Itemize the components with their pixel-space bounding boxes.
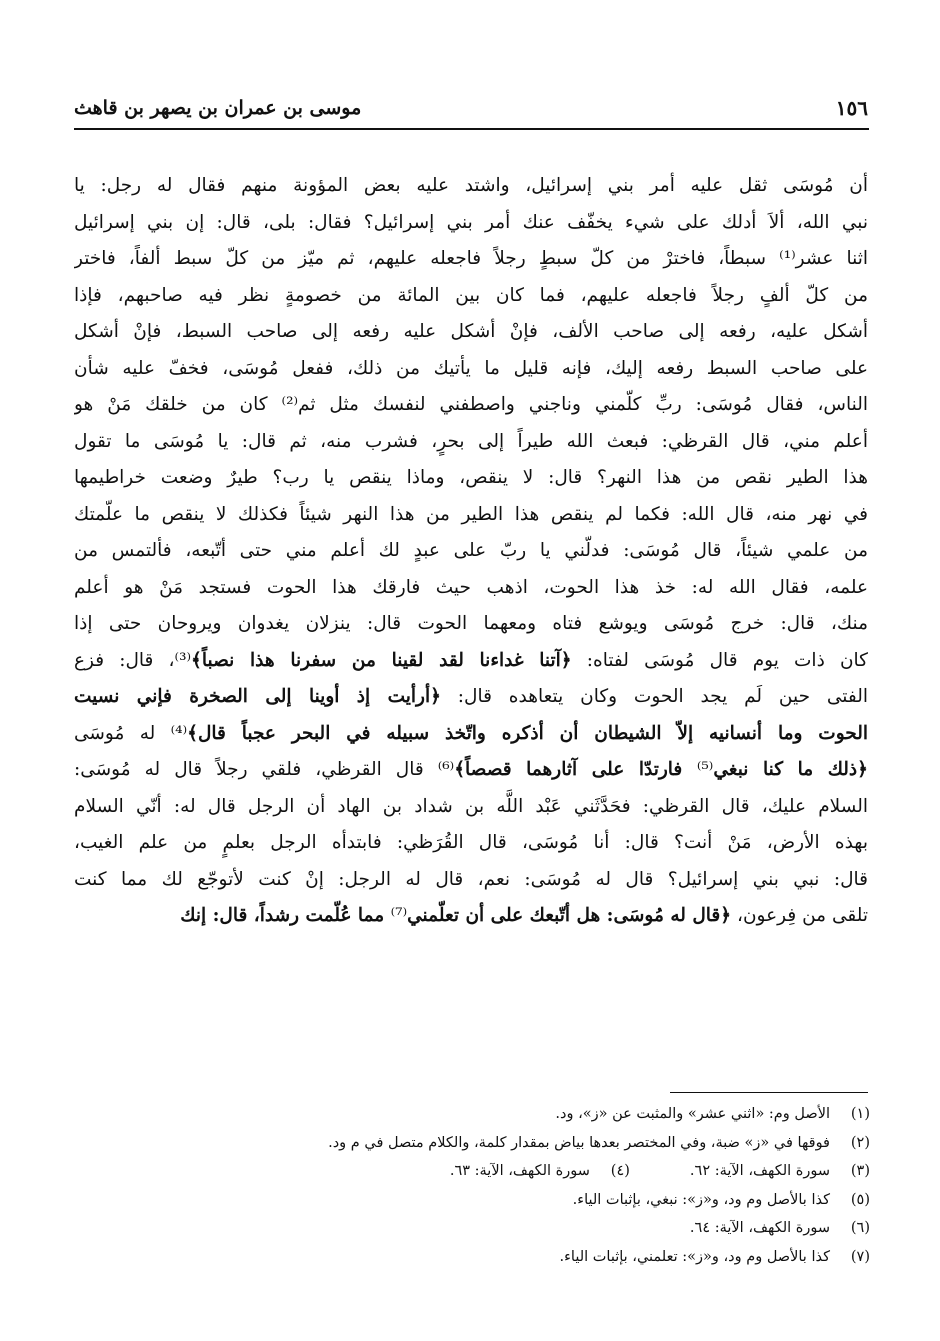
footnote-number: (٧) [850,1248,870,1265]
footnotes [300,1100,870,1271]
footnote-text: سورة الكهف، الآية: ٦٢. [689,1163,830,1179]
text-segment: أن مُوسَى ثقل عليه أمر بني إسرائيل، واشتد عليه بعض المؤونة منهم فقال له رجل: يا [74,175,868,196]
text-line [74,424,868,461]
text-line [74,387,868,424]
text-line [74,460,868,497]
text-segment: كان ذات يوم قال مُوسَى لفتاه: [571,649,868,671]
footnote [300,1129,870,1158]
footnote-marker: ⁽⁴⁾ [170,722,188,744]
footnote-text: سورة الكهف، الآية: ٦٣. [449,1163,590,1179]
text-segment: تلقى من فِرعون، [731,905,868,926]
text-line [74,497,868,534]
footnote-text: كذا بالأصل وم ود، و«ز»: تعلمني، بإثبات الياء. [559,1248,830,1265]
text-line [74,862,868,899]
text-line [74,241,868,278]
text-segment: ، قال: فزع [74,649,175,671]
text-line [74,716,868,753]
footnote-number: (١) [850,1106,870,1122]
text-segment: من كلّ ألفٍ رجلاً فاجعله عليهم، فما كان بين المائة من خصومةٍ نظر فيه صاحبهم، فإذا [74,284,868,306]
text-segment: هذا الطير نقص من هذا النهر؟ قال: لا ينقص، وماذا ينقص يا رب؟ طيرٌ وضعت خراطيمها [74,467,868,488]
footnote [300,1157,870,1186]
text-line [74,351,868,388]
running-title: موسى بن عمران بن يصهر بن قاهث [74,97,362,119]
text-segment: منك، قال: خرج مُوسَى ويوشع فتاه ومعهما الحوت قال: ينزلان يغدوان ويروحان حتى إذا [74,613,868,634]
footnote-number: (٥) [850,1191,870,1208]
text-line [74,168,868,205]
text-line [74,570,868,607]
footnote [300,1186,870,1215]
quran-quote: ﴿أرأيت إذ أوينا إلى الصخرة فإني نسيت [74,686,441,707]
quran-quote: مما عُلّمت رشداً، قال: إنك [180,905,391,926]
footnote-marker: ⁽⁵⁾ [696,759,714,780]
footnote-marker: ⁽³⁾ [174,649,192,671]
text-segment: الناس، فقال مُوسَى: ربِّ كلّمني وناجني واصطفني لنفسك مثل ثم [298,394,868,415]
footnote-text: سورة الكهف، الآية: ٦٤. [689,1220,830,1236]
footnote [300,1214,870,1243]
page-number: ١٥٦ [835,96,868,120]
text-segment: قال القرظي، فلقي رجلاً قال له مُوسَى: [74,759,438,780]
text-line [74,789,868,826]
text-segment: كان من خلقك مَنْ هو [74,394,282,415]
quran-quote: ﴿قال له مُوسَى: هل أتّبعك على أن تعلّمني [407,905,732,926]
text-line [74,643,868,680]
text-line [74,825,868,862]
footnote-separator [670,1092,868,1093]
footnote-number: (٤) [610,1163,630,1179]
footnote-marker: ⁽²⁾ [281,394,299,415]
footnote-text: الأصل وم: «اثني عشر» والمثبت عن «ز»، ود. [555,1106,830,1122]
text-segment: قال: نبي بني إسرائيل؟ قال له مُوسَى: نعم، قال له الرجل: إنْ كنت لأتوجّع لك مما كنت [74,868,868,890]
footnote-text: فوقها في «ز» ضبة، وفي المختصر بعدها بياض بمقدار كلمة، والكلام متصل في م ود. [328,1134,830,1151]
text-segment: أعلم مني، قال القرظي: فبعث الله طيراً إلى بحرٍ، فشرب منه، ثم قال: يا مُوسَى ما تقول [74,430,868,452]
footnote [300,1243,870,1272]
header-rule [74,128,869,130]
footnote [300,1100,870,1129]
text-segment: سبطاً، فاخترْ من كلّ سبطٍ رجلاً فاجعله عليهم، ثم ميّز من كلّ سبط ألفاً، فاختر [74,248,780,269]
footnote-gap [640,1157,680,1186]
footnote-marker: ⁽¹⁾ [779,248,796,269]
text-line [74,205,868,242]
text-segment: علمه، فقال الله له: خذ هذا الحوت، اذهب حيث فارقك هذا الحوت فستجد مَنْ هو أعلم [74,576,868,598]
footnote-text: كذا بالأصل وم ود، و«ز»: نبغي، بإثبات الياء. [572,1191,830,1208]
text-segment: على صاحب السبط رفعه إليك، فإنه قليل ما يأتيك من ذلك، ففعل مُوسَى، فخفّ عليه شأن [74,357,868,379]
text-segment: نبي الله، ألاَ أدلك على شيء يخفّف عنك أمر بني إسرائيل؟ فقال: بلى، قال: إن بني إسرائيل [74,211,868,233]
quran-quote: ﴿ذلك ما كنا نبغي [713,759,868,780]
text-line [74,533,868,570]
text-segment: بهذه الأرض، مَنْ أنت؟ قال: أنا مُوسَى، قال القُرَظي: فابتدأه الرجل بعلمٍ من علم الغيب، [74,832,868,853]
footnote-number: (٢) [850,1134,870,1151]
text-segment: السلام عليك، قال القرظي: فحَدَّثَني عَبْد اللَّه بن شداد بن الهاد أن الرجل قال له: أنّي السلام [74,795,868,817]
footnote-marker: ⁽⁶⁾ [437,759,455,780]
text-segment: أشكل عليه، رفعه إلى صاحب الألف، فإنْ أشكل عليه رفعه إلى صاحب السبط، فإنْ أشكل [74,321,868,342]
text-segment: من علمي شيئاً، قال مُوسَى: فدلّني يا ربّ على عبدٍ لك أعلم مني حتى أتّبعه، فألتمس من [74,540,868,561]
footnote-marker: ⁽⁷⁾ [390,905,408,926]
quran-quote: الحوت وما أنسانيه إلاّ الشيطان أن أذكره واتّخذ سبيله في البحر عجباً قال﴾ [187,722,868,744]
text-line [74,314,868,351]
page-header [74,93,868,123]
footnote-number: (٣) [850,1163,870,1179]
text-line [74,898,868,935]
text-segment: الفتى حين لَم يجد الحوت وكان يتعاهده قال: [440,686,868,707]
text-line [74,679,868,716]
text-line [74,606,868,643]
text-segment: في نهر منه، قال الله: فكما لم ينقص هذا الطير من هذا النهر شيئاً فكذلك لا ينقص ما علّمتك [74,503,868,525]
body-text [74,168,868,935]
quran-quote: ﴿آتنا غداءنا لقد لقينا من سفرنا هذا نصباً﴾ [191,649,572,671]
text-line [74,278,868,315]
text-segment: اثنا عشر [795,248,868,269]
footnote-number: (٦) [850,1220,870,1236]
quran-quote: فارتدّا على آثارهما قصصاً﴾ [454,759,697,780]
text-line [74,752,868,789]
text-segment: له مُوسَى [74,722,171,744]
